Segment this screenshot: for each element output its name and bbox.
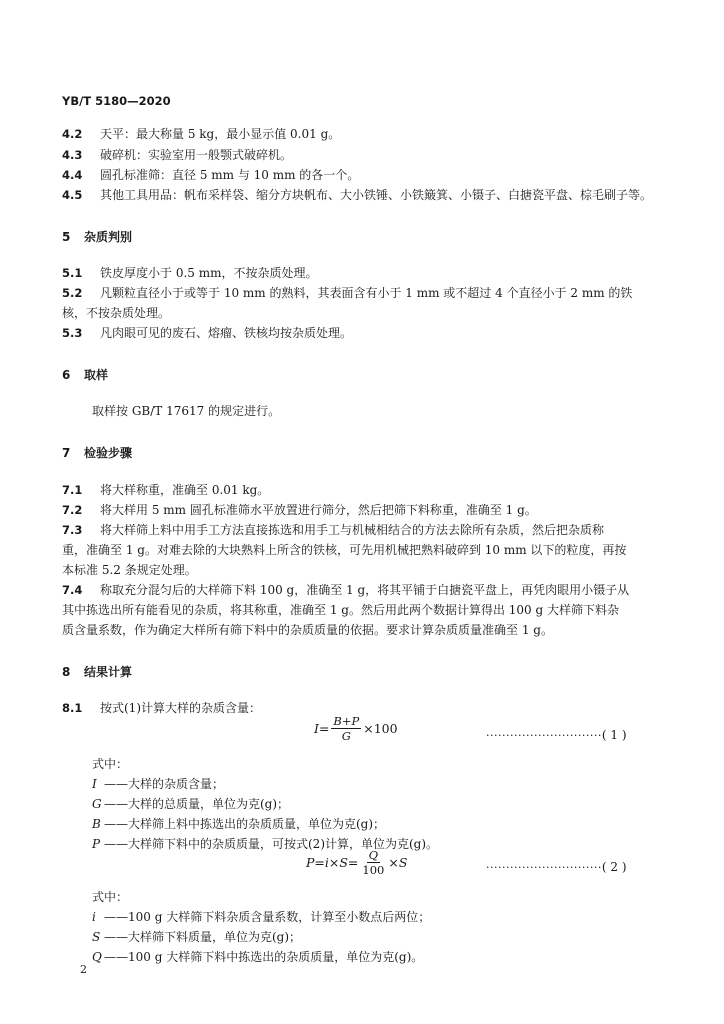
- definition-text: ——100 g 大样筛下料杂质含量系数，计算至小数点后两位；: [104, 910, 431, 924]
- definition-q: [92, 948, 423, 965]
- definition-s: [92, 928, 301, 945]
- definition-symbol: G: [92, 797, 102, 811]
- definition-symbol: B: [92, 817, 101, 831]
- section-6-heading: [62, 366, 108, 383]
- clause-5-2-continued: 核，不按杂质处理。: [62, 306, 171, 320]
- formula-fraction: [331, 714, 361, 743]
- clause-7-4: [62, 581, 629, 598]
- clause-text: 其他工具用品：帆布采样袋、缩分方块帆布、大小铁锤、小铁簸箕、小镊子、白搪瓷平盘、棕毛刷子等。: [100, 188, 653, 202]
- clause-number: 5.2: [62, 286, 83, 300]
- formula-label: ( 2 ): [601, 860, 627, 874]
- definition-symbol: S: [92, 930, 101, 944]
- clause-5-3: [62, 324, 352, 341]
- formula-tail: ×100: [363, 721, 398, 736]
- formula-2: [306, 848, 407, 877]
- section-5-heading: [62, 228, 132, 245]
- clause-text: 凡颗粒直径小于或等于 10 mm 的熟料，其表面含有小于 1 mm 或不超过 4 个直径小于 2 mm 的铁: [100, 286, 633, 300]
- clause-number: 5.3: [62, 326, 83, 340]
- formula-fraction: [360, 848, 386, 877]
- clause-7-2: [62, 501, 537, 518]
- clause-4-4: [62, 166, 359, 183]
- clause-7-4-line-2: 其中拣选出所有能看见的杂质，将其称重，准确至 1 g。然后用此两个数据计算得出 100 g 大样筛下料杂: [62, 603, 619, 617]
- clause-number: 7.2: [62, 503, 83, 517]
- clause-number: 7.1: [62, 483, 83, 497]
- clause-7-4-line-3: 质含量系数，作为确定大样所有筛下料中的杂质质量的依据。要求计算杂质质量准确至 1 g。: [62, 623, 553, 637]
- clause-4-3: [62, 146, 292, 163]
- clause-5-2: [62, 284, 632, 301]
- section-title: 杂质判别: [84, 230, 133, 244]
- clause-number: 4.2: [62, 127, 83, 141]
- clause-text: 按式(1)计算大样的杂质含量：: [100, 701, 261, 715]
- definition-text: ——大样的总质量，单位为克(g)；: [104, 797, 290, 811]
- formula-label: ( 1 ): [601, 728, 627, 742]
- section-number: 6: [62, 368, 71, 382]
- section-8-heading: [62, 663, 132, 680]
- formula-1: [314, 714, 398, 743]
- definition-i: [92, 775, 224, 792]
- section-title: 检验步骤: [84, 446, 133, 460]
- definition-i-coefficient: [92, 908, 430, 925]
- clause-text: 将大样称重，准确至 0.01 kg。: [100, 483, 270, 497]
- definition-b: [92, 815, 385, 832]
- clause-number: 7.3: [62, 523, 83, 537]
- clause-8-1: [62, 699, 261, 716]
- clause-text: 称取充分混匀后的大样筛下料 100 g，准确至 1 g，将其平铺于白搪瓷平盘上，再凭肉眼用小镊子从: [100, 583, 630, 597]
- definition-text: ——大样筛下料中的杂质质量，可按式(2)计算，单位为克(g)。: [104, 837, 439, 851]
- formula-1-number: [486, 724, 627, 743]
- standard-code: YB/T 5180—2020: [62, 94, 171, 108]
- clause-text: 凡肉眼可见的废石、熔瘤、铁核均按杂质处理。: [100, 326, 353, 340]
- fraction-denominator: G: [341, 729, 351, 743]
- definition-text: ——100 g 大样筛下料中拣选出的杂质质量，单位为克(g)。: [104, 950, 424, 964]
- clause-number: 5.1: [62, 266, 83, 280]
- clause-text: 天平：最大称量 5 kg，最小显示值 0.01 g。: [100, 127, 341, 141]
- section-6-text: 取样按 GB/T 17617 的规定进行。: [92, 404, 281, 418]
- clause-4-2: [62, 125, 340, 142]
- clause-5-1: [62, 264, 317, 281]
- definition-text: ——大样筛下料质量，单位为克(g)；: [104, 930, 302, 944]
- clause-text: 将大样筛上料中用手工方法直接拣选和用手工与机械相结合的方法去除所有杂质，然后把杂质称: [100, 523, 605, 537]
- clause-text: 将大样用 5 mm 圆孔标准筛水平放置进行筛分，然后把筛下料称重，准确至 1 g。: [100, 503, 537, 517]
- clause-number: 8.1: [62, 701, 83, 715]
- formula-2-number: [486, 856, 627, 875]
- formula-leader-dots: ·····························: [486, 729, 602, 742]
- formula-tail: ×S: [388, 855, 408, 870]
- definition-text: ——大样的杂质含量；: [104, 777, 225, 791]
- definition-symbol: P: [92, 837, 101, 851]
- clause-text: 破碎机：实验室用一般颚式破碎机。: [100, 148, 293, 162]
- definition-symbol: i: [92, 910, 96, 924]
- clause-7-3: [62, 521, 604, 538]
- definition-g: [92, 795, 289, 812]
- clause-7-3-line-3: 本标准 5.2 条规定处理。: [62, 563, 197, 577]
- formula-leader-dots: ·····························: [486, 861, 602, 874]
- clause-number: 7.4: [62, 583, 83, 597]
- where-label-2: 式中：: [92, 890, 129, 904]
- section-number: 7: [62, 446, 71, 460]
- fraction-denominator: 100: [362, 863, 385, 877]
- page-number: 2: [80, 963, 87, 976]
- formula-lhs: P=i×S=: [306, 855, 359, 870]
- section-number: 5: [62, 230, 71, 244]
- clause-4-5: [62, 186, 652, 203]
- clause-number: 4.3: [62, 148, 83, 162]
- clause-7-3-line-2: 重，准确至 1 g。对难去除的大块熟料上所含的铁核，可先用机械把熟料破碎到 10 mm 以下的粒度，再按: [62, 543, 627, 557]
- section-title: 结果计算: [84, 665, 133, 679]
- clause-7-1: [62, 481, 269, 498]
- section-7-heading: [62, 444, 132, 461]
- clause-text: 铁皮厚度小于 0.5 mm，不按杂质处理。: [100, 266, 318, 280]
- formula-lhs: I=: [314, 721, 330, 736]
- fraction-numerator: B+P: [333, 714, 360, 728]
- definition-symbol: Q: [92, 950, 102, 964]
- clause-text: 圆孔标准筛：直径 5 mm 与 10 mm 的各一个。: [100, 168, 360, 182]
- where-label: 式中：: [92, 757, 129, 771]
- section-title: 取样: [84, 368, 109, 382]
- definition-text: ——大样筛上料中拣选出的杂质质量，单位为克(g)；: [104, 817, 386, 831]
- definition-symbol: I: [92, 777, 97, 791]
- section-number: 8: [62, 665, 71, 679]
- clause-number: 4.4: [62, 168, 83, 182]
- fraction-numerator: Q: [368, 848, 379, 862]
- clause-number: 4.5: [62, 188, 83, 202]
